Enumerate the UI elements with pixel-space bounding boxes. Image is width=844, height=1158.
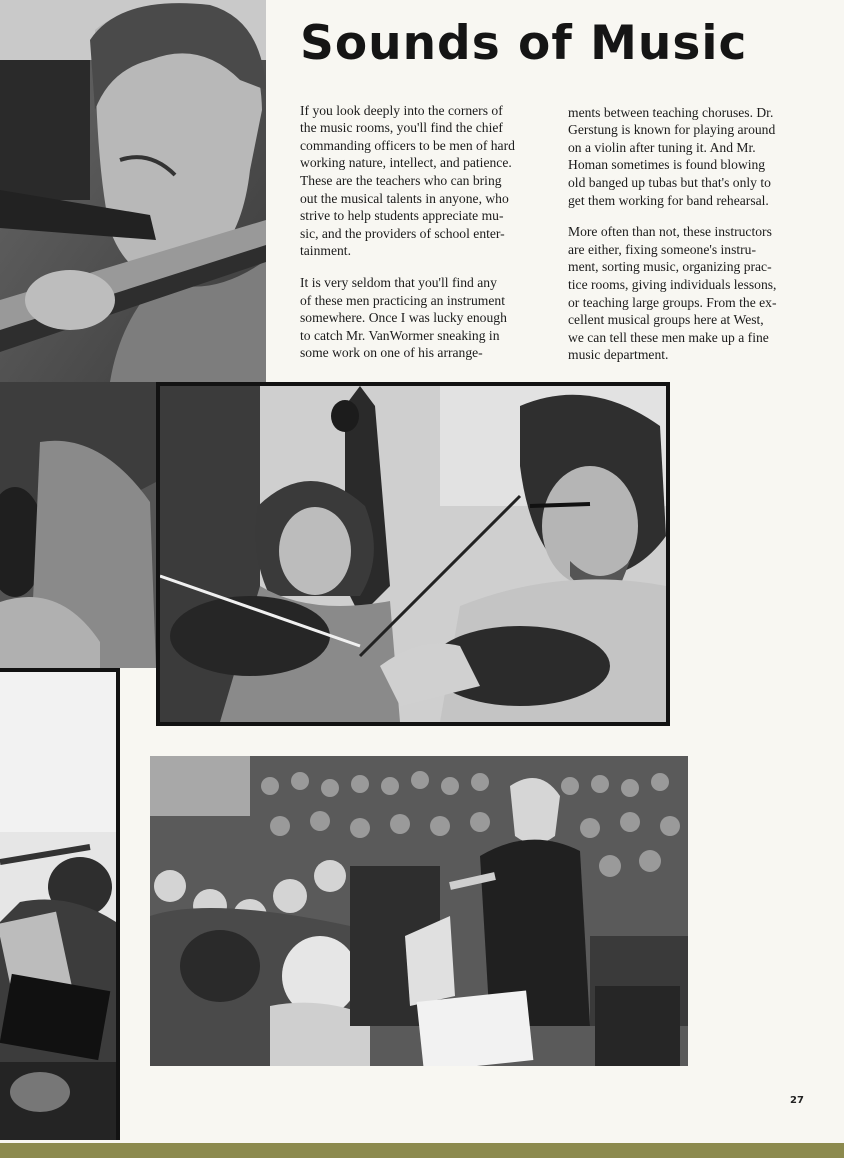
article-paragraph [568,223,808,364]
text-line: sic, and the providers of school enter- [300,225,505,241]
text-line: These are the teachers who can bring [300,172,502,188]
page-number: 27 [790,1095,804,1106]
text-line: working nature, intellect, and patience. [300,155,512,171]
violin-lesson-photo [156,382,670,726]
text-line: to catch Mr. VanWormer sneaking in [300,327,500,343]
text-line: Gerstung is known for playing around [568,122,776,138]
text-line: More often than not, these instructors [568,224,772,240]
band-section-photo [0,668,120,1140]
text-line: tainment. [300,243,351,259]
text-line: strive to help students appreciate mu- [300,208,504,224]
text-line: Homan sometimes is found blowing [568,157,766,173]
text-line: are either, fixing someone's instru- [568,241,757,257]
text-line: cellent musical groups here at West, [568,312,764,328]
article-column-2 [568,90,808,378]
text-line: somewhere. Once I was lucky enough [300,310,507,326]
text-line: old banged up tubas but that's only to [568,174,771,190]
text-line: ments between teaching choruses. Dr. [568,104,774,120]
text-line: out the musical talents in anyone, who [300,190,509,206]
concert-conductor-photo [150,756,688,1066]
text-line: or teaching large groups. From the ex- [568,294,777,310]
trombone-photo-lower [0,382,156,668]
text-line: If you look deeply into the corners of [300,102,503,118]
text-line: tice rooms, giving individuals lessons, [568,276,777,292]
text-line: on a violin after tuning it. And Mr. [568,139,756,155]
text-line: ment, sorting music, organizing prac- [568,259,772,275]
article-paragraph [300,274,540,362]
article-paragraph [300,102,540,260]
text-line: the music rooms, you'll find the chief [300,120,503,136]
text-line: we can tell these men make up a fine [568,329,769,345]
text-line: music department. [568,347,669,363]
text-line: of these men practicing an instrument [300,292,505,308]
page-edge [0,1143,844,1158]
trombone-player-photo [0,0,266,382]
text-line: some work on one of his arrange- [300,345,483,361]
text-line: get them working for band rehearsal. [568,192,769,208]
article-column-1 [300,88,540,376]
text-line: It is very seldom that you'll find any [300,274,497,290]
article-paragraph [568,104,808,210]
text-line: commanding officers to be men of hard [300,137,515,153]
page-title: Sounds of Music [300,16,748,71]
